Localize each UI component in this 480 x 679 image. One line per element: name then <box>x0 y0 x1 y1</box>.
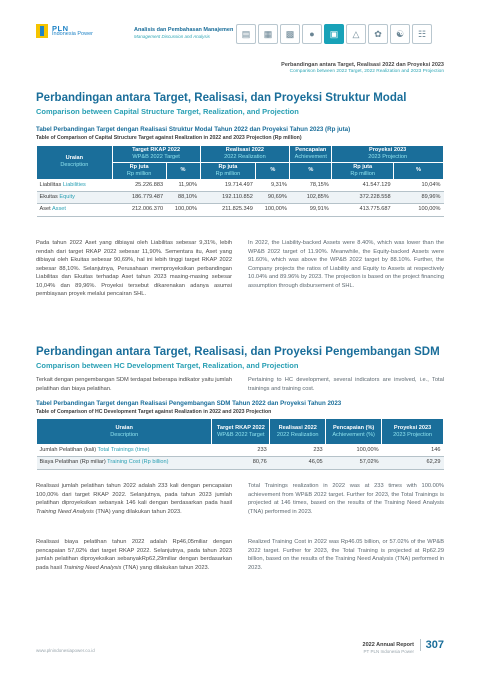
col-header-proj-en: 2023 Projection <box>368 153 408 160</box>
cost-text-a: Realisasi biaya pelatihan tahun 2022 adalah Rp46,05miliar dengan pencapaian 57,02% dari target RKAP 2022. Selanjutnya, pada tahun 2023 jumlah pelatihan diproyeksikan sebanyakRp62,29miliar dengan berdasarkan pada hasil <box>36 539 232 571</box>
table-row <box>37 445 444 457</box>
col-header-proj-id: Proyeksi 2023 <box>368 147 407 153</box>
cell-target: 233 <box>212 445 270 457</box>
cell-real: 19.714.497 <box>200 179 256 191</box>
cell-ach: 102,85% <box>290 192 332 204</box>
trainings-text-italic: Training Need Analysis <box>36 508 94 515</box>
cost-text-italic: Training Need Analysis <box>63 564 122 571</box>
cost-text-b: (TNA) yang dilakukan tahun 2023. <box>121 564 210 571</box>
capital-structure-subtitle: Comparison between Capital Structure Target, Realization, and Projection <box>36 107 299 116</box>
row-label-en: Equity <box>59 194 75 201</box>
col-header-real-id: Realisasi 2022 <box>278 424 317 431</box>
cell-target: 212.006.370 <box>112 204 166 216</box>
col-header-target <box>112 146 200 163</box>
logo-main-text: PLN <box>52 23 69 33</box>
col-header-description <box>37 146 113 180</box>
cost-paragraph-id <box>36 538 232 572</box>
logo-sub-text: Indonesia Power <box>52 31 93 37</box>
col-header-real-en: 2022 Realization <box>276 431 319 438</box>
cell-real: 211.825.349 <box>200 204 256 216</box>
capital-paragraph-id: Pada tahun 2022 Aset yang dibiayai oleh Liabilitas sebesar 9,31%, lebih rendah dari target RKAP 2022 sebesar 11,90%. Sementara itu, Aset yang dibiayai oleh Ekuitas sebesar 90,69%, hal ini lebih tinggi target RKAP 2022 sebesar 88,10%. Selanjutnya, Perusahaan memproyeksikan perbandingan Liabilitas dan Ekuitas terhadap Aset tahun 2023 masing-masing sebesar 10,04% dan 89,96%. Proyeksi tersebut dikarenakan adanya asumsi pembiayaan proyek melalui pencairan SHL. <box>36 240 232 298</box>
row-label <box>37 179 113 191</box>
cell-proj: 146 <box>382 445 444 457</box>
col-header-target-id: Target RKAP 2022 <box>132 147 181 153</box>
col-header-real-id: Realisasi 2022 <box>225 147 265 153</box>
subheader-pct-real: % <box>256 162 290 179</box>
people-icon[interactable]: ● <box>302 24 322 44</box>
cell-target-pct: 100,00% <box>166 204 200 216</box>
chapter-title-en: Management Discussion and Analysis <box>134 33 210 39</box>
col-header-description <box>37 419 212 445</box>
pln-logo-icon <box>36 24 48 38</box>
col-header-ach-en: Achievement (%) <box>332 431 375 438</box>
cell-ach: 100,00% <box>326 445 382 457</box>
cell-real-pct: 100,00% <box>256 204 290 216</box>
running-header-en: Comparison between 2022 Target, 2022 Realization and 2023 Projection <box>289 68 444 74</box>
col-header-ach-id: Pencapaian (%) <box>332 424 375 431</box>
company-logo[interactable] <box>36 24 93 38</box>
col-header-desc-en: Description <box>110 431 139 438</box>
cell-real-pct: 90,69% <box>256 192 290 204</box>
cell-proj-pct: 10,04% <box>394 179 444 191</box>
subheader-rp-id: Rp juta <box>129 163 149 170</box>
col-header-projection <box>382 419 444 445</box>
row-label-id: Ekuitas <box>39 194 58 201</box>
running-header <box>281 62 444 75</box>
row-label-id: Biaya Pelatihan (Rp miliar) <box>39 459 106 466</box>
trainings-text-a: Realisasi jumlah pelatihan tahun 2022 adalah 233 kali dengan pencapaian 100,00% dari target RKAP 2022. Selanjutnya, pada tahun 2023 jumlah pelatihan diproyeksikan sebanyak 146 kali dengan berdasarkan pada hasil <box>36 483 232 507</box>
col-header-proj-en: 2023 Projection <box>393 431 432 438</box>
col-header-target-id: Target RKAP 2022 <box>216 424 265 431</box>
footer-website[interactable]: www.plnindonesiapower.co.id <box>36 648 95 653</box>
subheader-rp-proj <box>332 162 394 179</box>
cell-proj: 372.228.558 <box>332 192 394 204</box>
subheader-rp-target <box>112 162 166 179</box>
cost-paragraph-en: Realized Training Cost in 2022 was Rp46.05 billion, or 57.02% of the WP&B 2022 target. Further for 2023, the Total Training is projected at Rp62.29 billion, based on the results of the Training Need Analysis (TNA) performed in 2023. <box>248 539 444 571</box>
footer-report-title: 2022 Annual Report <box>362 642 414 648</box>
page-header <box>0 0 480 52</box>
hc-table-caption-en: Table of Comparison of HC Development Target against Realization in 2022 and 2023 Projection <box>36 409 272 415</box>
subheader-rp-id: Rp juta <box>218 163 238 170</box>
row-label <box>37 204 113 216</box>
col-header-realization <box>270 419 326 445</box>
table-row <box>37 204 444 216</box>
capital-table-caption-id: Tabel Perbandingan Target dengan Realisasi Struktur Modal Tahun 2022 dan Proyeksi Tahun 2023 (Rp juta) <box>36 126 351 133</box>
chapter-title-id: Analisis dan Pembahasan Manajemen <box>134 27 234 33</box>
cell-target-pct: 88,10% <box>166 192 200 204</box>
row-label-en: Asset <box>51 206 66 213</box>
cell-ach: 57,02% <box>326 457 382 469</box>
subheader-rp-en: Rp million <box>126 170 152 177</box>
capital-table-caption-en: Table of Comparison of Capital Structure Target against Realization in 2022 and 2023 Projection (Rp million) <box>36 135 302 141</box>
col-header-uraian: Uraian <box>65 155 84 162</box>
subheader-rp-en: Rp million <box>215 170 241 177</box>
hc-intro-en: Pertaining to HC development, several indicators are involved, i.e., Total trainings and training cost. <box>248 377 444 392</box>
table-row <box>37 179 444 191</box>
table-row <box>37 457 444 469</box>
document-icon[interactable]: ▤ <box>236 24 256 44</box>
col-header-ach-en: Achievement <box>294 153 327 160</box>
trainings-paragraph-id <box>36 482 232 516</box>
cell-real-pct: 9,31% <box>256 179 290 191</box>
running-header-id: Perbandingan antara Target, Realisasi 2022 dan Proyeksi 2023 <box>281 62 444 68</box>
governance-icon[interactable]: △ <box>346 24 366 44</box>
row-label-id: Aset <box>39 206 51 213</box>
col-header-projection <box>332 146 444 163</box>
cell-proj-pct: 100,00% <box>394 204 444 216</box>
cell-target: 25.226.883 <box>112 179 166 191</box>
col-header-proj-id: Proyeksi 2023 <box>393 424 432 431</box>
leaf-icon[interactable]: ✿ <box>368 24 388 44</box>
cell-target: 80,76 <box>212 457 270 469</box>
col-header-ach-id: Pencapaian <box>295 147 327 153</box>
row-label <box>37 457 212 469</box>
footer-report-info <box>363 642 414 654</box>
cell-target: 186.779.487 <box>112 192 166 204</box>
cell-target-pct: 11,90% <box>166 179 200 191</box>
hc-table-caption-id: Tabel Perbandingan Target dengan Realisasi Pengembangan SDM Tahun 2022 dan Proyeksi Tahun 2023 <box>36 400 342 407</box>
capital-paragraph-en: In 2022, the Liability-backed Assets were 8.40%, which was lower than the WP&B 2022 target of 11.90%. Meanwhile, the Equity-backed Assets were 91.60%, which was above the WP&B 2022 target by 88.10%. Further, the Company projects the ratios of Liability and Equity to Assets at respectively 10.04% and 89.96% by 2023. The projection is based on the project financing assumption through disbursement of SHL. <box>248 240 444 289</box>
hc-development-title: Perbandingan antara Target, Realisasi, dan Proyeksi Pengembangan SDM <box>36 346 440 358</box>
chapter-title <box>134 27 233 39</box>
subheader-rp-real <box>200 162 256 179</box>
cell-real: 233 <box>270 445 326 457</box>
cell-real: 46,05 <box>270 457 326 469</box>
col-header-target <box>212 419 270 445</box>
subheader-pct-proj: % <box>394 162 444 179</box>
cell-ach: 78,15% <box>290 179 332 191</box>
row-label-en: Liabilities <box>62 181 86 188</box>
capital-structure-title: Perbandingan antara Target, Realisasi, dan Proyeksi Struktur Modal <box>36 92 407 104</box>
col-header-realization <box>200 146 290 163</box>
capital-structure-table <box>36 145 444 217</box>
col-header-achievement <box>290 146 332 163</box>
row-label-en: Total Trainings (time) <box>97 447 150 453</box>
col-header-target-en: WP&B 2022 Target <box>217 431 265 438</box>
row-label <box>37 192 113 204</box>
col-header-target-en: WP&B 2022 Target <box>132 153 180 160</box>
col-header-real-en: 2022 Realization <box>224 153 266 160</box>
col-header-desc-en: Description <box>60 162 89 169</box>
page-number: 307 <box>420 639 444 651</box>
building-icon[interactable]: ▦ <box>258 24 278 44</box>
row-label-id: Jumlah Pelatihan (kali) <box>39 447 97 453</box>
cell-proj: 62,29 <box>382 457 444 469</box>
cell-proj: 41.547.129 <box>332 179 394 191</box>
analysis-icon[interactable]: ▣ <box>324 24 344 44</box>
cell-real: 192.110.852 <box>200 192 256 204</box>
trainings-text-b: (TNA) yang dilakukan tahun 2023. <box>93 508 182 515</box>
hc-intro-id: Terkait dengan pengembangan SDM terdapat beberapa indikator yaitu jumlah pelatihan dan biaya pelatihan. <box>36 377 232 392</box>
row-label-id: Liabilitas <box>39 181 62 188</box>
hc-development-subtitle: Comparison between HC Development Target, Realization, and Projection <box>36 361 299 370</box>
trainings-paragraph-en: Total Trainings realization in 2022 was at 233 times with 100.00% achievement from WP&B 2022 target. Further for 2023, the Total Trainings is projected at 146 times, based on the results of the Training Need Analysis (TNA) performed in 2023. <box>248 483 444 515</box>
hc-development-table <box>36 418 444 470</box>
row-label-en: Training Cost (Rp billion) <box>107 459 169 466</box>
report-icon[interactable]: ☷ <box>412 24 432 44</box>
chapter-nav <box>236 24 434 44</box>
subheader-pct-target: % <box>166 162 200 179</box>
chart-icon[interactable]: ▩ <box>280 24 300 44</box>
cell-ach: 99,91% <box>290 204 332 216</box>
col-header-uraian: Uraian <box>115 424 133 431</box>
col-header-achievement <box>326 419 382 445</box>
subheader-rp-id: Rp juta <box>353 163 373 170</box>
cell-proj: 413.775.687 <box>332 204 394 216</box>
cell-proj-pct: 89,96% <box>394 192 444 204</box>
handshake-icon[interactable]: ☯ <box>390 24 410 44</box>
table-row <box>37 192 444 204</box>
subheader-rp-en: Rp million <box>350 170 375 177</box>
row-label <box>37 445 212 457</box>
footer-company: PT PLN Indonesia Power <box>363 648 414 654</box>
subheader-pct-ach: % <box>290 162 332 179</box>
